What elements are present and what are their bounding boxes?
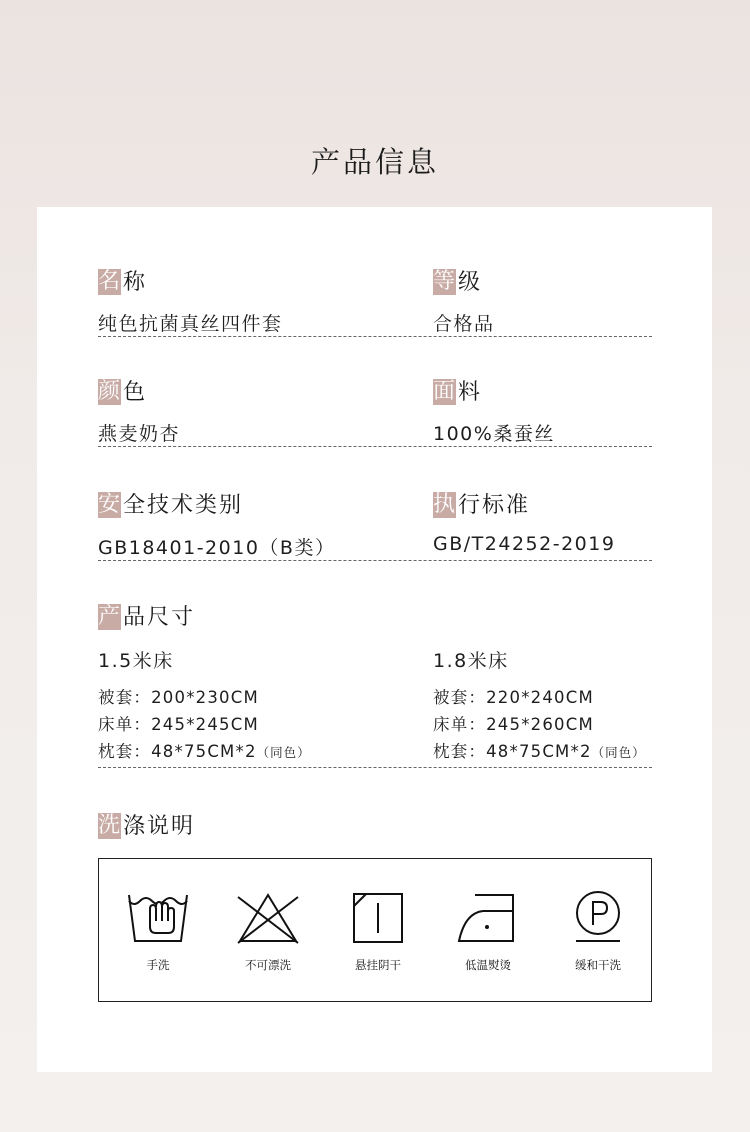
field-color [98,379,181,445]
field-standard-label [433,492,530,520]
label-highlight: 安 [98,492,123,517]
field-fabric-label [433,379,482,407]
label-rest: 料 [458,380,483,405]
field-color-value: 燕麦奶杏 [98,423,181,445]
label-rest: 品尺寸 [123,605,196,630]
label-highlight: 面 [433,379,458,404]
hang-dry-icon [349,889,407,947]
field-name-value: 纯色抗菌真丝四件套 [98,313,283,335]
label-rest: 行标准 [458,493,531,518]
size-line [433,715,594,735]
care-item-gentle-dry-clean [543,889,653,973]
size-section [98,604,195,632]
label-rest: 全技术类别 [123,493,244,518]
field-standard-value: GB/T24252-2019 [433,533,616,555]
care-item-hang-dry [323,889,433,973]
label-rest: 色 [123,380,148,405]
label-rest: 涤说明 [123,814,196,839]
size-text: 枕套：48*75CM*2 [433,742,592,761]
care-item-hand-wash [103,889,213,973]
field-grade [433,269,495,335]
care-symbols-box [98,858,652,1002]
size-text: 被套：200*230CM [98,688,259,707]
field-standard [433,492,616,555]
care-label: 悬挂阴干 [355,958,401,972]
divider [98,336,652,337]
field-grade-value: 合格品 [433,313,495,335]
size-text: 被套：220*240CM [433,688,594,707]
field-color-label [98,379,147,407]
low-iron-icon [455,889,521,947]
size-line [98,715,259,735]
size-text: 枕套：48*75CM*2 [98,742,257,761]
size-text: 床单：245*245CM [98,715,259,734]
hand-wash-icon [126,889,190,947]
divider [98,446,652,447]
label-highlight: 名 [98,269,123,294]
label-highlight: 颜 [98,379,123,404]
care-section-label [98,813,195,841]
size-line [98,742,311,763]
field-safety [98,492,336,559]
product-info-card [37,207,712,1072]
field-safety-label [98,492,243,520]
size-text: 床单：245*260CM [433,715,594,734]
divider [98,560,652,561]
label-rest: 称 [123,270,148,295]
size-section-label [98,604,195,632]
label-rest: 级 [458,270,483,295]
size-note: （同色） [256,745,311,760]
care-item-no-bleach [213,889,323,973]
size-heading-18: 1.8米床 [433,650,509,672]
size-line [433,742,646,763]
size-line [98,688,259,708]
care-label: 缓和干洗 [575,958,621,972]
size-line [433,688,594,708]
care-label: 手洗 [146,958,170,972]
field-name [98,269,283,335]
label-highlight: 等 [433,269,458,294]
care-section [98,813,195,841]
page-title: 产品信息 [310,145,439,179]
size-heading-15: 1.5米床 [98,650,174,672]
gentle-dry-clean-icon [569,889,627,947]
care-label: 低温熨烫 [465,958,511,972]
label-highlight: 产 [98,604,123,629]
field-safety-value: GB18401-2010（B类） [98,537,336,559]
field-grade-label [433,269,482,297]
field-fabric-value: 100%桑蚕丝 [433,423,555,445]
label-highlight: 执 [433,492,458,517]
field-name-label [98,269,147,297]
size-note: （同色） [591,745,646,760]
field-fabric [433,379,555,445]
do-not-bleach-icon [235,889,301,947]
divider [98,767,652,768]
care-item-low-iron [433,889,543,973]
care-label: 不可漂洗 [245,958,291,972]
label-highlight: 洗 [98,813,123,838]
